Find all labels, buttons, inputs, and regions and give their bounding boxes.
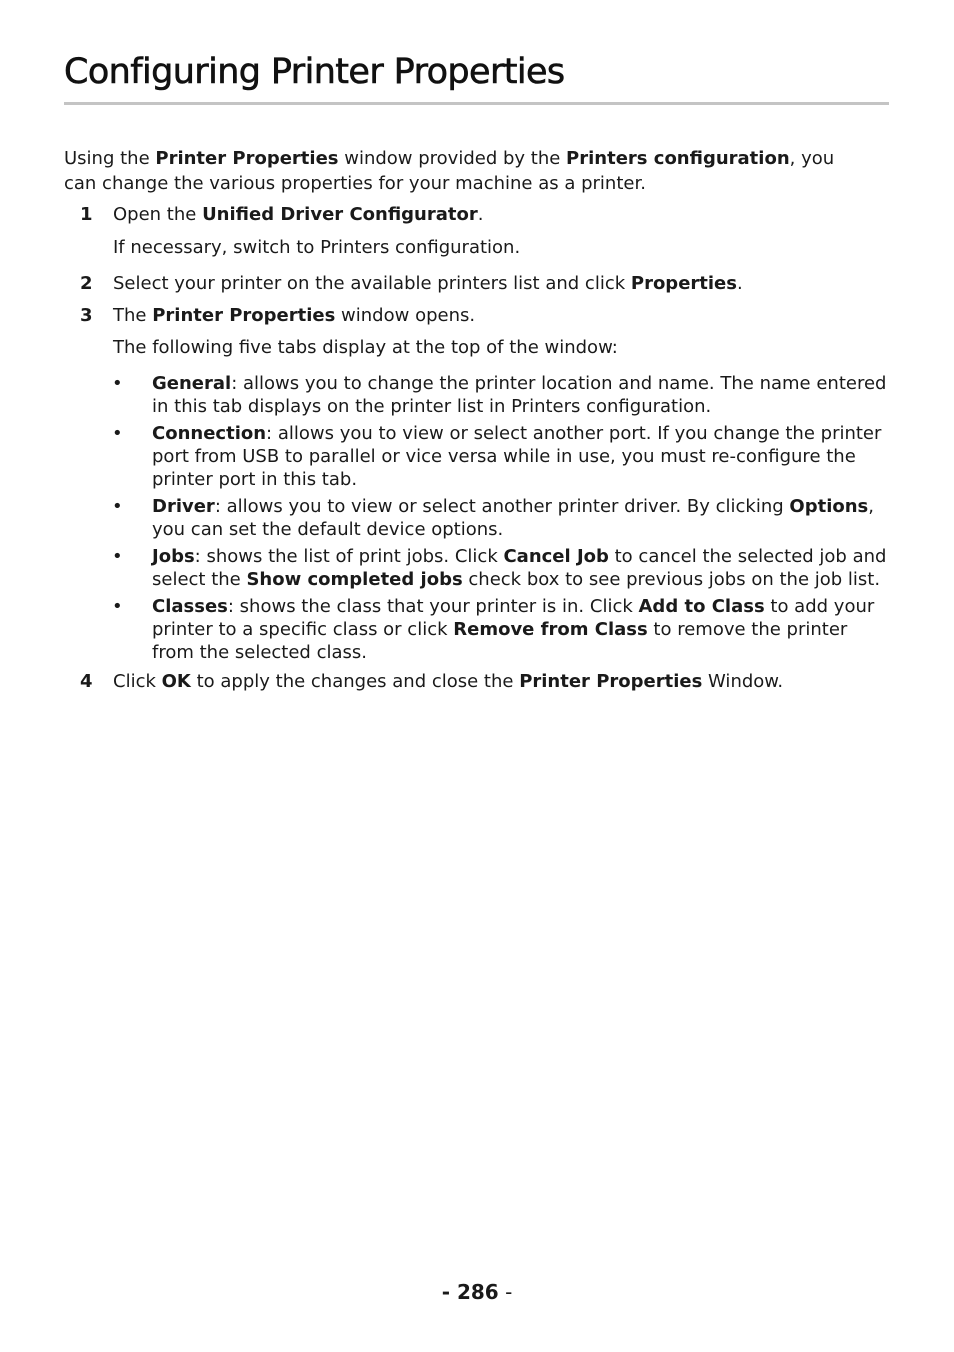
step-bold-unified-driver-configurator: Unified Driver Configurator [202,204,478,225]
bullet-text [152,422,890,491]
step-text-part: . [736,273,743,294]
bold-show-completed-jobs: Show completed jobs [246,569,463,590]
intro-bold-printers-configuration: Printers configuration [566,148,790,169]
bullet-icon: • [112,546,123,567]
step-text-part: Select your printer on the available printers list and click [113,273,631,294]
bold-cancel-job: Cancel Job [503,546,609,567]
bullet-text [152,545,890,591]
bullet-text-part: to cancel the selected job and select the [152,546,887,590]
step-text [113,202,883,227]
tab-name: Classes [152,596,228,617]
step-number: 1 [80,204,93,225]
step-3-note: The following five tabs display at the top of the window: [113,337,618,358]
step-text-part: Window. [702,671,784,692]
step-text [113,669,883,694]
step-bold-printer-properties: Printer Properties [519,671,703,692]
bullet-text-part: to add your printer to a specific class or click [152,596,875,640]
bullet-text [152,595,890,664]
bullet-text-part: , you can set the default device options. [152,496,874,540]
page-number-suffix: - [498,1280,513,1304]
page-number [0,1279,954,1305]
tab-name: Connection [152,423,267,444]
page-number-prefix: - [441,1280,457,1304]
tab-name: General [152,373,232,394]
step-bold-ok: OK [161,671,191,692]
bullet-text-part: to remove the printer from the selected class. [152,619,848,663]
bullet-icon: • [112,423,123,444]
bullet-text-part: check box to see previous jobs on the job list. [462,569,881,590]
step-text [113,303,883,328]
bullet-text [152,495,890,541]
step-number: 4 [80,671,93,692]
bullet-text-part: : shows the list of print jobs. Click [194,546,504,567]
step-1-note: If necessary, switch to Printers configuration. [113,237,521,258]
page-title: Configuring Printer Properties [64,52,565,92]
step-text-part: Open the [113,204,203,225]
bullet-text-part: : allows you to view or select another port. If you change the printer port from USB to parallel or vice versa while in use, you must re-configure the printer port in this tab. [152,423,882,490]
tab-name: Driver [152,496,215,517]
bullet-text [152,372,890,418]
step-text-part: window opens. [335,305,476,326]
step-text-part: Click [113,671,162,692]
step-bold-properties: Properties [630,273,737,294]
bold-options: Options [789,496,869,517]
intro-text: Using the [64,148,156,169]
bullet-text-part: : allows you to view or select another printer driver. By clicking [214,496,790,517]
bullet-text-part: : shows the class that your printer is in. Click [227,596,639,617]
bullet-icon: • [112,596,123,617]
step-text-part: to apply the changes and close the [190,671,520,692]
bullet-icon: • [112,496,123,517]
tab-name: Jobs [152,546,195,567]
intro-text: , you can change the various properties for your machine as a printer. [64,148,835,194]
step-number: 2 [80,273,93,294]
intro-paragraph [64,146,864,196]
step-text-part: . [477,204,484,225]
bold-remove-from-class: Remove from Class [453,619,648,640]
title-divider [64,102,889,105]
step-number: 3 [80,305,93,326]
intro-text: window provided by the [338,148,567,169]
bold-add-to-class: Add to Class [638,596,765,617]
step-text [113,271,883,296]
bullet-text-part: : allows you to change the printer location and name. The name entered in this tab displays on the printer list in Printers configuration. [152,373,887,417]
bullet-icon: • [112,373,123,394]
step-bold-printer-properties: Printer Properties [152,305,336,326]
intro-bold-printer-properties: Printer Properties [155,148,339,169]
page-number-value: 286 [456,1280,499,1304]
step-text-part: The [113,305,153,326]
